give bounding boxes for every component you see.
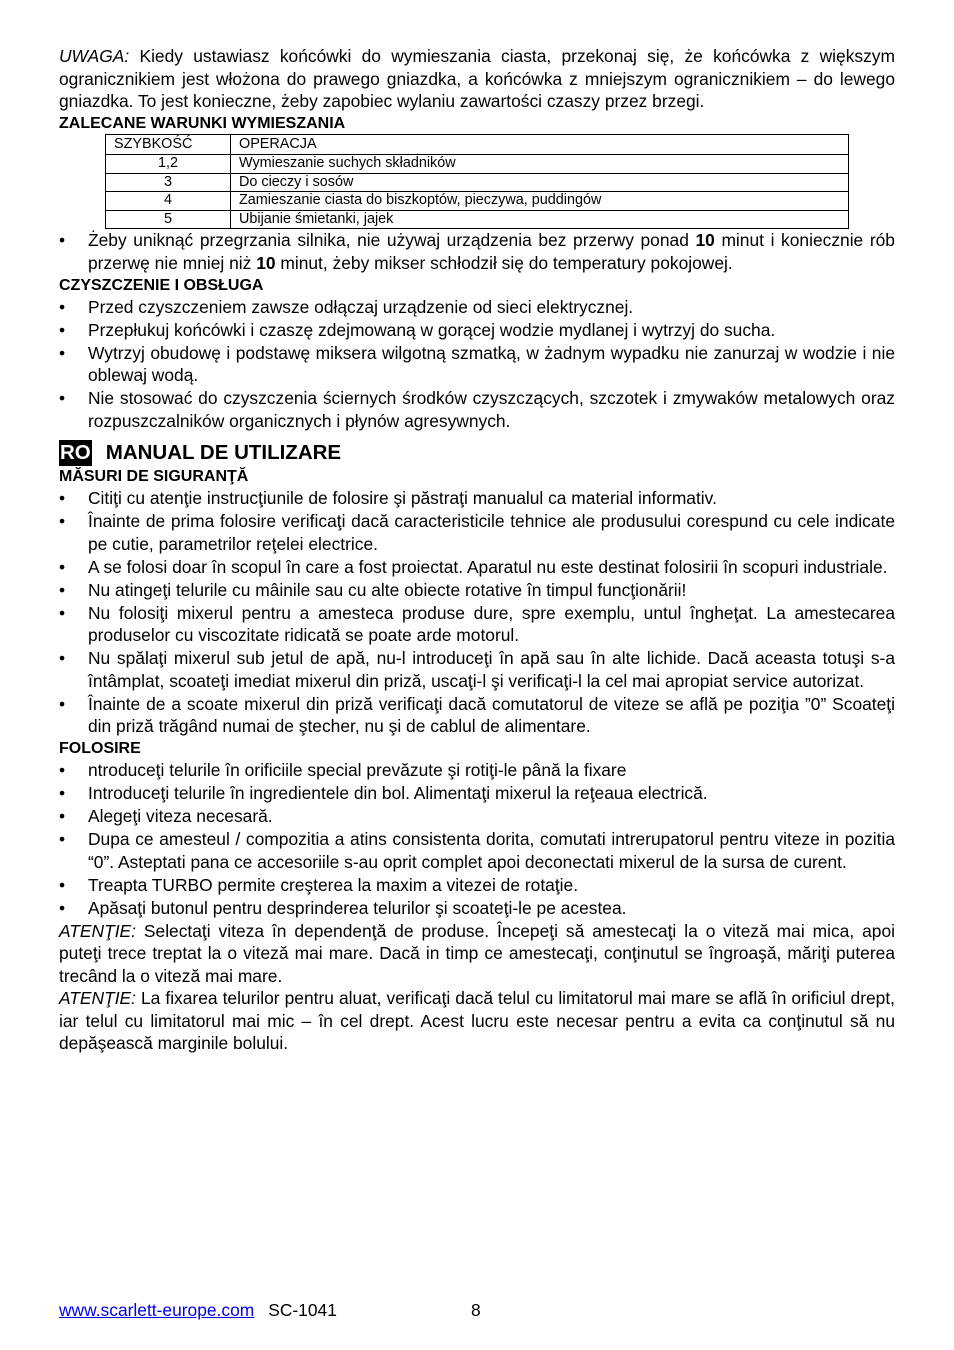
list-item: [59, 487, 895, 510]
operation-cell: Ubijanie śmietanki, jajek: [231, 210, 849, 229]
attention-note-2: [59, 987, 895, 1055]
list-item: [59, 319, 895, 342]
list-item: [59, 874, 895, 897]
overheat-text-3: minut, żeby mikser schłodził się do temperatury pokojowej.: [275, 252, 733, 273]
overheat-minutes-1: 10: [695, 230, 715, 250]
bullet-icon: •: [59, 579, 66, 600]
overheat-list: [59, 229, 895, 274]
usage-list: [59, 759, 895, 919]
cleaning-list: [59, 296, 895, 433]
bullet-icon: •: [59, 342, 66, 363]
list-item: [59, 647, 895, 692]
bullet-icon: •: [59, 296, 66, 317]
bullet-icon: •: [59, 319, 66, 340]
list-item-text: Nu folosiţi mixerul pentru a amesteca produse dure, spre exemplu, untul îngheţat. La amestecarea produselor cu viscozitate ridicată se poate arde motorul.: [88, 602, 895, 645]
speed-cell: 4: [106, 192, 231, 211]
bullet-icon: •: [59, 783, 66, 803]
attention-note-1: [59, 920, 895, 988]
overheat-text-2: minut i koniecznie rób przerwę nie mniej niż: [88, 230, 895, 273]
list-item: [59, 342, 895, 387]
list-item: [59, 579, 895, 602]
list-item-text: Treapta TURBO permite creşterea la maxim a vitezei de rotaţie.: [88, 874, 579, 895]
safety-heading: MĂSURI DE SIGURANŢĂ: [59, 468, 249, 485]
table-row: [106, 210, 849, 229]
bullet-icon: •: [59, 488, 66, 508]
list-item-text: A se folosi doar în scopul în care a fost proiectat. Aparatul nu este destinat folosirii în scopuri industriale.: [88, 556, 888, 577]
list-item-text: Nu atingeţi telurile cu mâinile sau cu alte obiecte rotative în timpul funcţionării!: [88, 579, 687, 600]
table-row: [106, 192, 849, 211]
list-item-text: Nie stosować do czyszczenia ściernych środków czyszczących, szczotek i zmywaków metalowych oraz rozpuszczalników organicznych i płynów agresywnych.: [88, 388, 895, 431]
list-item: [59, 897, 895, 920]
list-item: [59, 759, 895, 782]
overheat-text-1: Żeby uniknąć przegrzania silnika, nie używaj urządzenia bez przerwy ponad: [88, 230, 696, 250]
list-item-text: Przepłukuj końcówki i czaszę zdejmowaną w gorącej wodzie mydlanej i wytrzyj do sucha.: [88, 319, 776, 340]
attention-label-2: ATENŢIE:: [59, 988, 136, 1008]
model-number: SC-1041: [268, 1300, 337, 1320]
list-item-text: Wytrzyj obudowę i podstawę miksera wilgotną szmatką, w żadnym wypadku nie zanurzaj w wodzie i nie oblewaj wodą.: [88, 342, 895, 385]
bullet-icon: •: [59, 897, 66, 918]
attention-text-2: La fixarea telurilor pentru aluat, verificaţi dacă telul cu limitatorul mai mare se află în orificiul drept, iar telul cu limitatorul mai mic – în cel drept. Acest lucru este necesar pentru a evita ca conţinutul să nu depăşească marginile bolului.: [59, 988, 895, 1053]
bullet-icon: •: [59, 556, 66, 577]
list-item: [59, 296, 895, 319]
list-item-text: Apăsaţi butonul pentru desprinderea telurilor şi scoateţi-le pe acestea.: [88, 897, 627, 918]
manual-page: [59, 45, 895, 1055]
list-item-text: ntroduceţi telurile în orificiile special prevăzute şi rotiţi-le până la fixare: [88, 760, 627, 780]
bullet-icon: •: [59, 648, 66, 668]
bullet-icon: •: [59, 874, 66, 895]
bullet-icon: •: [59, 806, 66, 826]
page-number: 8: [471, 1300, 481, 1320]
bullet-icon: •: [59, 602, 66, 623]
website-link[interactable]: www.scarlett-europe.com: [59, 1300, 255, 1320]
operation-cell: Zamieszanie ciasta do biszkoptów, pieczywa, puddingów: [231, 192, 849, 211]
list-item-text: Alegeţi viteza necesară.: [88, 806, 273, 826]
ro-section-title: [59, 440, 895, 466]
list-item-text: Introduceţi telurile în ingredientele din bol. Alimentaţi mixerul la reţeaua electrică.: [88, 783, 708, 803]
list-item-text: Nu spălaţi mixerul sub jetul de apă, nu-l introduceţi în apă sau în alte lichide. Dacă aceasta totuşi s-a întâmplat, scoateţi imediat mixerul din priză, uscaţi-l şi verificaţi-l la cel mai apropiat service autorizat.: [88, 648, 895, 691]
speed-cell: 3: [106, 173, 231, 192]
ro-title-text: MANUAL DE UTILIZARE: [105, 441, 342, 464]
list-item-text: Înainte de a scoate mixerul din priză verificaţi dacă comutatorul de viteze se află pe poziţia ”0” Scoateţi din priză trăgând numai de ştecher, nu şi de cablul de alimentare.: [88, 693, 895, 736]
uwaga-label: UWAGA:: [59, 46, 130, 66]
list-item: [59, 782, 895, 805]
cleaning-heading: CZYSZCZENIE I OBSŁUGA: [59, 276, 264, 294]
attention-text-1: Selectaţi viteza în dependenţă de produse. Începeţi să amestecaţi la o viteză mai mica, apoi puteţi trece treptat la o viteză mai mare. Dacă in timp ce amestecaţi, conţinutul se îngroaşă, măriţi puterea trecând la o viteză mai mare.: [59, 920, 895, 986]
list-item-text: Înainte de prima folosire verificaţi dacă caracteristicile tehnice ale produsului corespund cu cele indicate pe cutie, parametrilor reţelei electrice.: [88, 511, 895, 554]
operation-column-header: OPERACJA: [231, 134, 849, 155]
list-item: [59, 693, 895, 738]
bullet-icon: •: [59, 511, 66, 531]
list-item: [59, 805, 895, 828]
table-row: [106, 173, 849, 192]
language-badge: RO: [60, 441, 91, 464]
page-footer: [59, 1299, 481, 1321]
bullet-icon: •: [59, 693, 66, 714]
overheat-minutes-2: 10: [256, 252, 276, 273]
safety-list: [59, 487, 895, 738]
uwaga-note: [59, 45, 895, 113]
speed-cell: 5: [106, 210, 231, 229]
speed-cell: 1,2: [106, 155, 231, 174]
bullet-icon: •: [59, 388, 66, 408]
bullet-icon: •: [59, 829, 66, 849]
speed-column-header: SZYBKOŚĆ: [106, 134, 231, 155]
uwaga-text: Kiedy ustawiasz końcówki do wymieszania ciasta, przekonaj się, że końcówka z większym ogranicznikiem jest włożona do prawego gniazdka, a końcówka z mniejszym ogranicznikiem – do lewego gniazdka. To jest konieczne, żeby zapobiec wylaniu zawartości czaszy przez brzegi.: [59, 46, 895, 111]
list-item-text: Dupa ce amesteul / compozitia a atins consistenta dorita, comutati intrerupatorul pentru viteze in pozitia “0”. Asteptati pana ce accesoriile s-au oprit complet apoi deconectati mixerul de la sursa de curent.: [88, 829, 895, 872]
table-row: [106, 155, 849, 174]
list-item: [59, 602, 895, 647]
bullet-icon: •: [59, 230, 66, 250]
list-item-text: Citiţi cu atenţie instrucţiunile de folosire şi păstraţi manualul ca material informativ.: [88, 488, 717, 508]
table-header-row: [106, 134, 849, 155]
list-item: [59, 510, 895, 555]
bullet-icon: •: [59, 760, 66, 780]
attention-label-1: ATENŢIE:: [59, 920, 136, 941]
list-item: [59, 828, 895, 873]
operation-cell: Wymieszanie suchych składników: [231, 155, 849, 174]
mixing-table-heading: ZALECANE WARUNKI WYMIESZANIA: [59, 114, 346, 132]
list-item: [59, 556, 895, 579]
list-item: [59, 387, 895, 432]
list-item: [59, 229, 895, 274]
operation-cell: Do cieczy i sosów: [231, 173, 849, 192]
usage-heading: FOLOSIRE: [59, 740, 141, 757]
list-item-text: Przed czyszczeniem zawsze odłączaj urządzenie od sieci elektrycznej.: [88, 296, 634, 317]
mixing-speed-table: [105, 134, 849, 230]
